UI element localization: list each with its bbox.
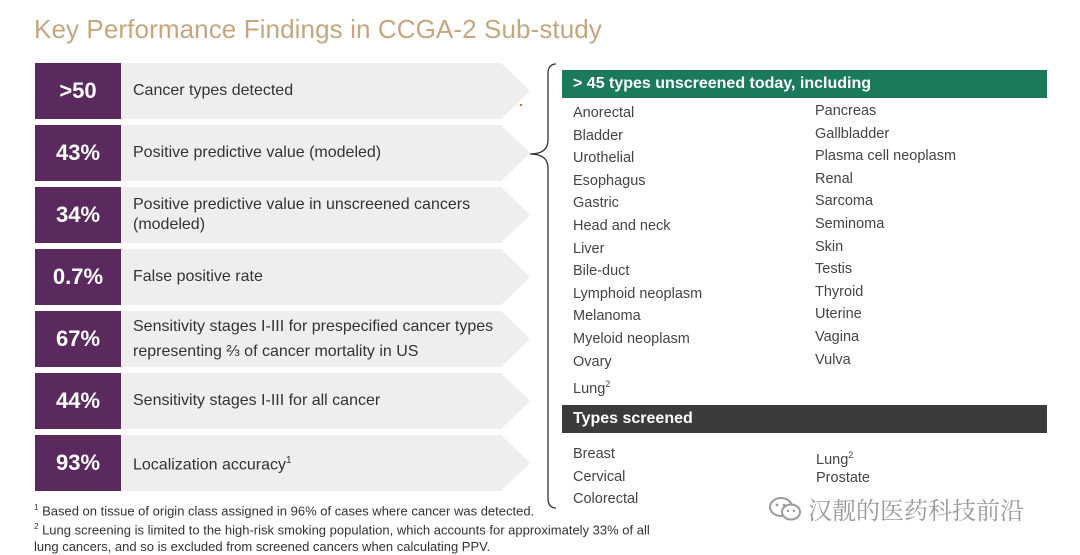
screened-header: Types screened xyxy=(562,405,1047,433)
finding-text: Localization accuracy$^1$ xyxy=(133,454,292,474)
list-item: Colorectal xyxy=(573,491,639,508)
list-item: Vulva xyxy=(815,351,851,368)
list-item: Bladder xyxy=(573,127,623,144)
unscreened-left-column xyxy=(573,102,702,396)
finding-row xyxy=(35,373,530,429)
list-item: Prostate xyxy=(816,469,870,486)
finding-stat: 44% xyxy=(35,373,121,429)
page-title: Key Performance Findings in CCGA-2 Sub-study xyxy=(34,14,602,44)
finding-text: False positive rate xyxy=(133,268,263,285)
finding-text: Sensitivity stages I-III for prespecified cancer types representing ⅔ of cancer mortality in US xyxy=(133,318,494,360)
list-item: Lung$^2$ xyxy=(816,450,854,468)
finding-stat: 0.7% xyxy=(35,249,121,305)
footnote-2: $^2$ Lung screening is limited to the high-risk smoking population, which accounts for approximately 33% of all xyxy=(34,522,650,538)
finding-text: Positive predictive value in unscreened cancers (modeled) xyxy=(133,196,471,233)
list-item: Sarcoma xyxy=(815,193,874,210)
list-item: Liver xyxy=(573,240,605,257)
finding-text: Sensitivity stages I-III for all cancer xyxy=(133,392,381,409)
finding-text: Positive predictive value (modeled) xyxy=(133,144,382,161)
list-item: Ovary xyxy=(573,353,612,370)
finding-stat: >50 xyxy=(35,63,121,119)
list-item: Uterine xyxy=(815,306,862,323)
finding-stat: 67% xyxy=(35,311,121,367)
screened-right-column xyxy=(816,444,870,489)
list-item: Vagina xyxy=(815,328,860,345)
list-item: Bile-duct xyxy=(573,263,630,280)
list-item: Urothelial xyxy=(573,150,635,167)
list-item: Thyroid xyxy=(815,283,864,300)
footnote-2-cont: lung cancers, and so is excluded from screened cancers when calculating PPV. xyxy=(34,538,491,554)
footnotes xyxy=(34,500,650,555)
list-item: Plasma cell neoplasm xyxy=(815,148,957,165)
finding-text: Cancer types detected xyxy=(133,82,294,99)
list-item: Melanoma xyxy=(573,308,641,325)
stray-dot xyxy=(520,104,522,106)
wechat-icon xyxy=(768,496,802,522)
watermark-text: 汉靓的医药科技前沿 xyxy=(808,498,1024,525)
list-item: Cervical xyxy=(573,468,626,485)
finding-row xyxy=(35,187,530,243)
list-item: Gastric xyxy=(573,195,619,212)
list-item: Gallbladder xyxy=(815,125,890,142)
watermark xyxy=(768,491,1024,526)
finding-row xyxy=(35,63,530,119)
list-item: Lung$^2$ xyxy=(573,379,611,397)
list-item: Head and neck xyxy=(573,217,671,234)
list-item: Skin xyxy=(815,238,844,255)
list-item: Seminoma xyxy=(815,215,885,232)
list-item: Breast xyxy=(573,446,615,462)
finding-stat: 34% xyxy=(35,187,121,243)
unscreened-right-column xyxy=(815,100,956,371)
finding-row xyxy=(35,311,530,367)
finding-row xyxy=(35,125,530,181)
finding-stat: 93% xyxy=(35,435,121,491)
list-item: Renal xyxy=(815,170,853,187)
finding-row xyxy=(35,435,530,491)
list-item: Esophagus xyxy=(573,172,646,189)
curly-brace-icon xyxy=(526,62,560,512)
list-item: Myeloid neoplasm xyxy=(573,330,690,347)
list-item: Testis xyxy=(815,261,853,278)
finding-row xyxy=(35,249,530,305)
finding-stat: 43% xyxy=(35,125,121,181)
list-item: Pancreas xyxy=(815,103,877,119)
unscreened-header: > 45 types unscreened today, including xyxy=(562,70,1047,98)
list-item: Lymphoid neoplasm xyxy=(573,285,703,302)
footnote-1: $^1$ Based on tissue of origin class assigned in 96% of cases where cancer was detected. xyxy=(34,503,535,519)
list-item: Anorectal xyxy=(573,105,635,121)
